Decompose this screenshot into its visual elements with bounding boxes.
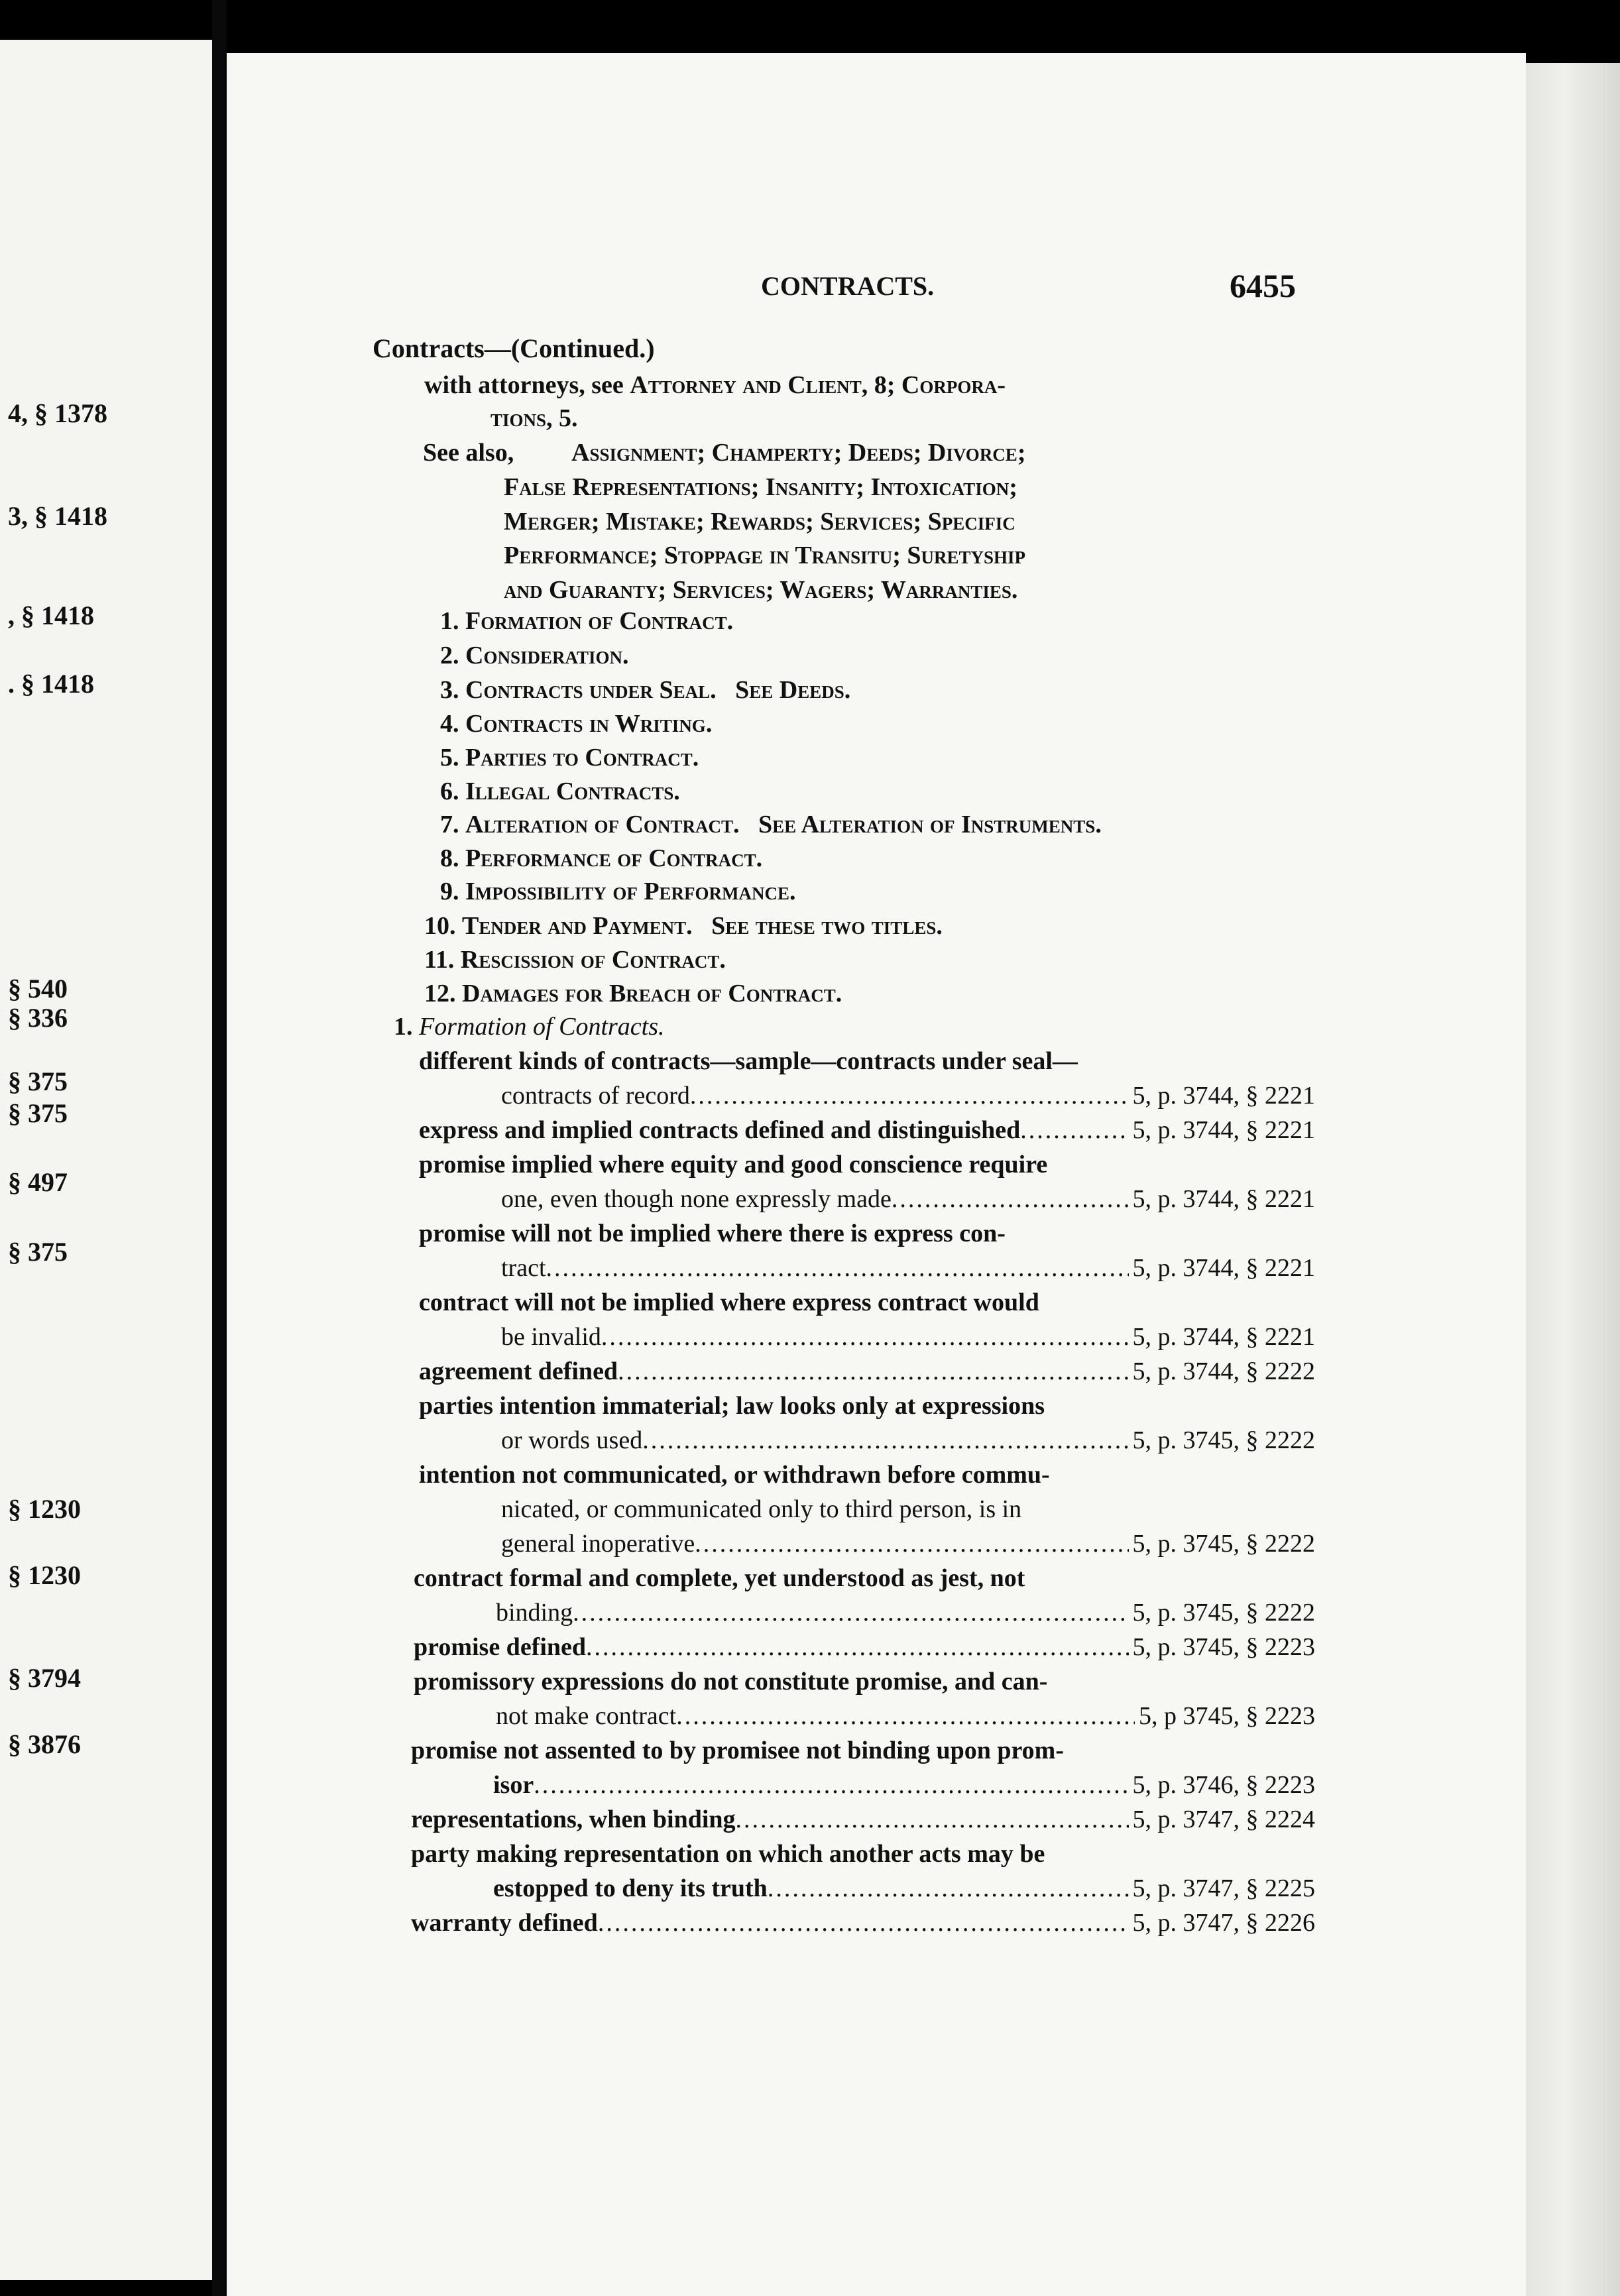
entry-heading [373,335,655,362]
margin-ref: § 375 [8,1098,68,1128]
see-also-line: Assignment; Champerty; Deeds; Divorce; [571,439,1026,467]
outline-item: 2. Consideration. [440,642,629,669]
margin-ref: § 497 [8,1167,68,1197]
entry-line: tract ..... 5, p. 3744, § 2221 [501,1255,1315,1281]
outline-item: 8. Performance of Contract. [440,844,763,872]
margin-ref: § 1230 [8,1494,81,1524]
entry-line: agreement defined ..... 5, p. 3744, § 2222 [419,1359,1315,1384]
margin-ref: 3, § 1418 [8,501,107,531]
entry-line: estopped to deny its truth ..... 5, p. 3747, § 2225 [493,1876,1315,1901]
heading-main: Contracts [373,333,485,363]
running-title: CONTRACTS. [761,271,935,301]
outline-item: 3. Contracts under Seal. See Deeds. [440,676,851,704]
entry-line: express and implied contracts defined and distinguished ..... 5, p. 3744, § 2221 [419,1118,1315,1143]
entry-line: different kinds of contracts—sample—contracts under seal— [419,1047,1078,1075]
margin-ref: § 540 [8,974,68,1004]
see-also-label: See also, [423,439,514,467]
with-attorneys-line1: with attorneys, see Attorney and Client, 8; Corpora- [424,371,1006,399]
entry-line: isor ..... 5, p. 3746, § 2223 [493,1772,1315,1798]
binding-gutter [212,0,227,2296]
entry-line: promise implied where equity and good conscience require [419,1151,1048,1178]
outline-item: 1. Formation of Contract. [440,607,734,635]
left-page [0,40,212,2280]
entry-line: one, even though none expressly made ..... 5, p. 3744, § 2221 [501,1186,1315,1212]
entry-line: parties intention immaterial; law looks only at expressions [419,1392,1045,1420]
outline-item: 4. Contracts in Writing. [440,710,713,738]
entry-line: contract will not be implied where express contract would [419,1289,1039,1316]
margin-ref: § 3794 [8,1663,81,1693]
entry-line: contract formal and complete, yet understood as jest, not [414,1564,1025,1592]
entry-line: promissory expressions do not constitute promise, and can- [414,1668,1048,1695]
margin-ref: , § 1418 [8,601,94,630]
see-also-line: and Guaranty; Services; Wagers; Warranties. [504,576,1018,604]
outline-item: 7. Alteration of Contract. See Alteration of Instruments. [440,811,1102,838]
entry-line: contracts of record ..... 5, p. 3744, § 2221 [501,1083,1315,1108]
entry-line: warranty defined ..... 5, p. 3747, § 2226 [411,1910,1315,1935]
outline-item: 11. Rescission of Contract. [424,946,726,974]
entry-line: or words used ..... 5, p. 3745, § 2222 [501,1428,1315,1453]
entry-line: promise defined ..... 5, p. 3745, § 2223 [414,1635,1315,1660]
outline-item: 10. Tender and Payment. See these two titles. [424,912,943,940]
heading-continued: —(Continued.) [484,333,655,363]
entry-line: be invalid ..... 5, p. 3744, § 2221 [501,1324,1315,1349]
outline-item: 6. Illegal Contracts. [440,777,680,805]
entry-line: general inoperative ..... 5, p. 3745, § 2222 [501,1531,1315,1556]
outline-item: 5. Parties to Contract. [440,744,699,772]
entry-line: representations, when binding ..... 5, p. 3747, § 2224 [411,1807,1315,1832]
outline-item: 12. Damages for Breach of Contract. [424,980,842,1007]
page-number: 6455 [1230,267,1296,304]
entry-line: intention not communicated, or withdrawn before commu- [419,1461,1050,1489]
margin-ref: § 375 [8,1066,68,1096]
see-also-line: Merger; Mistake; Rewards; Services; Specific [504,508,1015,536]
entry-line: promise will not be implied where there is express con- [419,1220,1006,1247]
entry-line: not make contract ..... 5, p 3745, § 2223 [496,1703,1315,1729]
entry-line: binding ..... 5, p. 3745, § 2222 [496,1600,1315,1625]
margin-ref: § 1230 [8,1560,81,1590]
entry-line: nicated, or communicated only to third person, is in [501,1495,1022,1523]
with-attorneys-line2: tions, 5. [491,404,578,432]
margin-ref: . § 1418 [8,669,94,699]
page-edge [1526,63,1620,2296]
margin-ref: 4, § 1378 [8,398,107,428]
entry-line: promise not assented to by promisee not binding upon prom- [411,1737,1064,1764]
see-also-line: False Representations; Insanity; Intoxication; [504,473,1017,501]
see-also-line: Performance; Stoppage in Transitu; Suretyship [504,542,1026,569]
margin-ref: § 375 [8,1237,68,1267]
margin-ref: § 336 [8,1003,68,1033]
entry-line: party making representation on which another acts may be [411,1840,1045,1868]
margin-ref: § 3876 [8,1729,81,1759]
outline-item: 9. Impossibility of Performance. [440,878,796,905]
section-heading: 1. Formation of Contracts. [394,1013,665,1041]
